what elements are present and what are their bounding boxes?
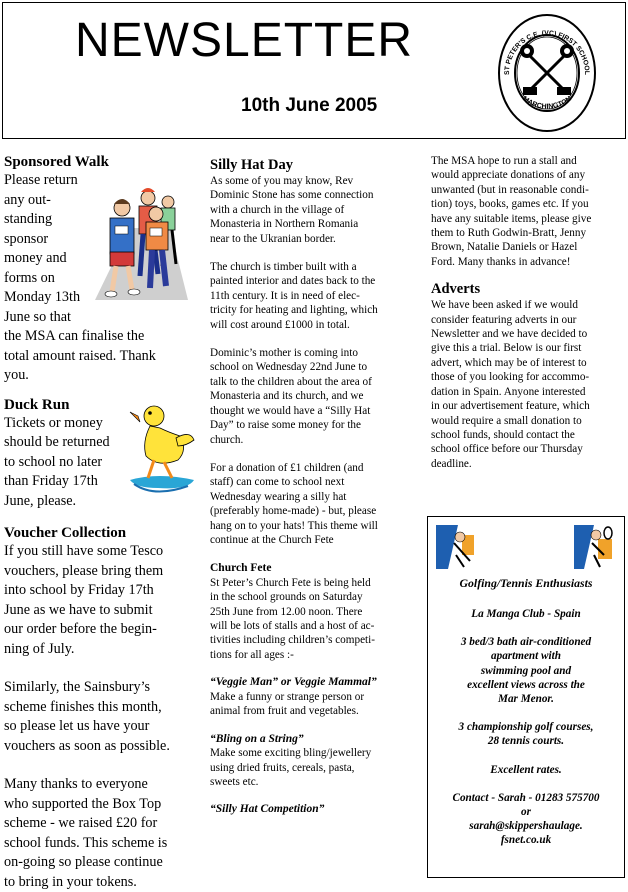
silly-hat-p2: The church is timber built with a painted interior and dates back to the 11th century. It is in need of elec- tricity for heating and lighting, which will cost around £1000 in total. — [210, 261, 378, 331]
voucher-collection-text: If you still have some Tesco vouchers, please bring them into school by Friday 17th June as we have to submit our order before the begin- ning of July. — [4, 543, 164, 657]
sainsbury-text: Similarly, the Sainsbury’s scheme finishes this month, so please let us have your vouchers as soon as possible. — [4, 679, 170, 754]
duck-run-text: Tickets or money should be returned to school no later than Friday 17th June, please. — [4, 414, 110, 509]
column-middle — [210, 156, 416, 817]
box-top-text: Many thanks to everyone who supported the Box Top scheme - we raised £20 for school funds. This scheme is on-going so please continue to bring in your tokens. — [4, 776, 168, 890]
msa-stall-text: The MSA hope to run a stall and would appreciate donations of any unwanted (but in reasonable condi- tion) toys, books, games etc. If you have any suitable items, please give them to Ruth Godwin-Bratt, Jenny Brown, Natalie Daniels or Hazel Ford. Many thanks in advance! — [431, 155, 592, 268]
masthead — [2, 2, 626, 139]
voucher-collection-heading: Voucher Collection — [4, 525, 127, 541]
advert-contact: Contact - Sarah - 01283 575700 or sarah@skippershaulage. fsnet.co.uk — [452, 791, 600, 847]
advert-rates: Excellent rates. — [490, 763, 562, 776]
advert-courses: 3 championship golf courses, 28 tennis courts. — [458, 721, 594, 748]
walkers-clipart-image — [90, 188, 190, 300]
issue-date: 10th June 2005 — [241, 95, 378, 116]
logo-school-name: ST PETER'S C.E. (VC) FIRST SCHOOL — [503, 29, 591, 75]
church-fete-heading: Church Fete — [210, 562, 272, 575]
church-fete-text: St Peter’s Church Fete is being held in the school grounds on Saturday 25th June from 12.00 noon. There will be lots of stalls and a host of ac- tivities including children’s competi- tions for all ages :- — [210, 576, 375, 661]
sponsored-walk-heading: Sponsored Walk — [4, 154, 109, 170]
advert-box — [427, 516, 625, 878]
adverts-text: We have been asked if we would consider featuring adverts in our Newsletter and we have decided to give this a trial. Below is our first advert, which may be of interest to those of you looking for accommo- dation in Spain. Anyone interested in our advertisement feature, which would require a small donation to school funds, should contact the school office before our Thursday deadline. — [431, 299, 590, 470]
logo-village-name: MARCHINGTON — [521, 95, 573, 111]
silly-hat-heading: Silly Hat Day — [210, 157, 293, 173]
silly-hat-p3: Dominic’s mother is coming into school on Wednesday 22nd June to talk to the children about the area of Monasteria and its church, and we thought we would have a “Silly Hat Day” to raise some money for the church. — [210, 347, 372, 446]
school-crest-logo — [495, 7, 599, 135]
duck-run-heading: Duck Run — [4, 396, 70, 413]
bling-competition-heading: “Bling on a String” — [210, 732, 304, 745]
silly-hat-competition-heading: “Silly Hat Competition” — [210, 803, 325, 816]
bling-competition-text: Make some exciting bling/jewellery using dried fruits, cereals, pasta, sweets etc. — [210, 747, 372, 788]
advert-apartment: 3 bed/3 bath air-conditioned apartment with swimming pool and excellent views across the Mar Menor. — [460, 636, 592, 706]
silly-hat-p1: As some of you may know, Rev Dominic Stone has some connection with a church in the village of Monasteria in Northern Romania near to the Ukranian border. — [210, 175, 374, 245]
sponsored-walk-text: Please return any out- standing sponsor money and forms on Monday 13th June so that the MSA can finalise the total amount raised. Thank you. — [4, 172, 156, 383]
newsletter-title: NEWSLETTER — [75, 14, 414, 67]
tennis-player-clipart-icon — [574, 525, 614, 569]
veggie-competition-heading: “Veggie Man” or Veggie Mammal” — [210, 676, 377, 689]
silly-hat-p4: For a donation of £1 children (and staff) can come to school next Wednesday wearing a silly hat (preferably home-made) - but, please hang on to your hats! This theme will continue at the Church Fete — [210, 461, 378, 546]
adverts-heading: Adverts — [431, 281, 481, 298]
duck-clipart-image — [128, 402, 198, 502]
golfer-clipart-icon — [436, 525, 476, 569]
advert-body — [434, 607, 618, 848]
advert-location: La Manga Club - Spain — [471, 608, 581, 620]
advert-title: Golfing/Tennis Enthusiasts — [459, 576, 593, 590]
column-right — [431, 154, 621, 471]
veggie-competition-text: Make a funny or strange person or animal from fruit and vegetables. — [210, 690, 365, 718]
